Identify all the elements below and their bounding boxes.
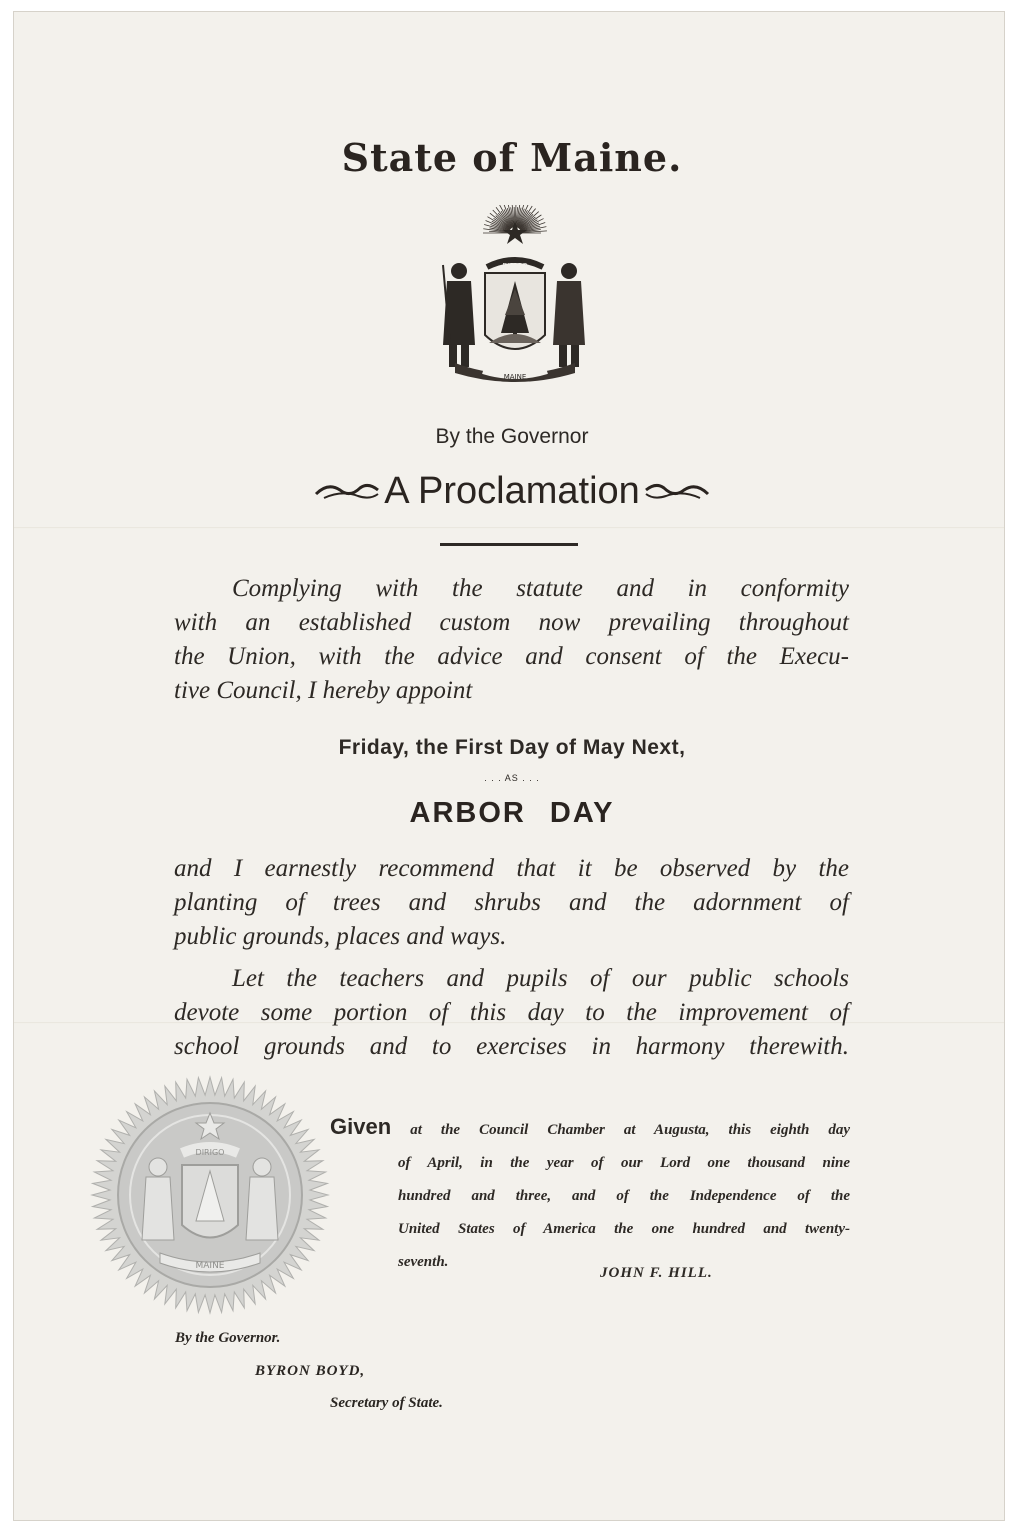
as-connector: . . . AS . . . [484, 773, 540, 783]
paragraph-line: school grounds and to exercises in harmony therewith. [174, 1033, 849, 1060]
given-line: United States of America the one hundred and twenty- [398, 1221, 850, 1237]
paragraph-line: Let the teachers and pupils of our public schools [232, 965, 849, 992]
paragraph-line: tive Council, I hereby appoint [174, 677, 473, 704]
paragraph-line: public grounds, places and ways. [174, 923, 507, 950]
embossed-state-seal [90, 1075, 330, 1315]
given-line: hundred and three, and of the Independence of the [398, 1188, 850, 1204]
paragraph-line: devote some portion of this day to the improvement of [174, 999, 849, 1026]
given-word: Given [330, 1114, 392, 1139]
crest-banner: MAINE [503, 373, 527, 381]
paragraph-line: Complying with the statute and in conformity [232, 575, 849, 602]
attestation-by: By the Governor. [175, 1330, 281, 1346]
paragraph-line: with an established custom now prevailing throughout [174, 609, 849, 636]
by-the-governor-heading: By the Governor [435, 425, 589, 448]
paper-fold-upper [14, 527, 1004, 529]
attestation-title: Secretary of State. [330, 1395, 443, 1411]
given-clause [330, 1110, 850, 1279]
given-line [330, 1110, 850, 1147]
crest-motto: DIRIGO [502, 262, 528, 270]
right-ornament-icon [644, 476, 710, 510]
left-ornament-icon [314, 476, 380, 510]
given-line: seventh. [398, 1254, 449, 1270]
schools-paragraph [174, 962, 849, 1064]
state-crest-emblem [415, 205, 615, 395]
arbor-day-heading: ARBOR DAY [409, 797, 615, 829]
heading-divider [440, 543, 578, 546]
attestation-name: BYRON BOYD, [255, 1363, 366, 1379]
governor-signature: JOHN F. HILL. [600, 1265, 713, 1281]
appointment-paragraph [174, 572, 849, 708]
seal-motto: DIRIGO [195, 1148, 225, 1157]
given-line: of April, in the year of our Lord one thousand nine [398, 1155, 850, 1171]
paragraph-line: and I earnestly recommend that it be observed by the [174, 855, 849, 882]
document-title: State of Maine. [341, 135, 683, 180]
seal-banner: MAINE [195, 1261, 225, 1271]
paragraph-line: planting of trees and shrubs and the adornment of [174, 889, 849, 916]
paragraph-line: the Union, with the advice and consent of the Execu- [174, 643, 849, 670]
proclamation-title: A Proclamation [384, 470, 640, 512]
given-line-text: at the Council Chamber at Augusta, this eighth day [410, 1122, 850, 1138]
recommendation-paragraph [174, 852, 849, 954]
proclamation-heading [0, 470, 1024, 513]
appointed-date: Friday, the First Day of May Next, [338, 736, 686, 759]
